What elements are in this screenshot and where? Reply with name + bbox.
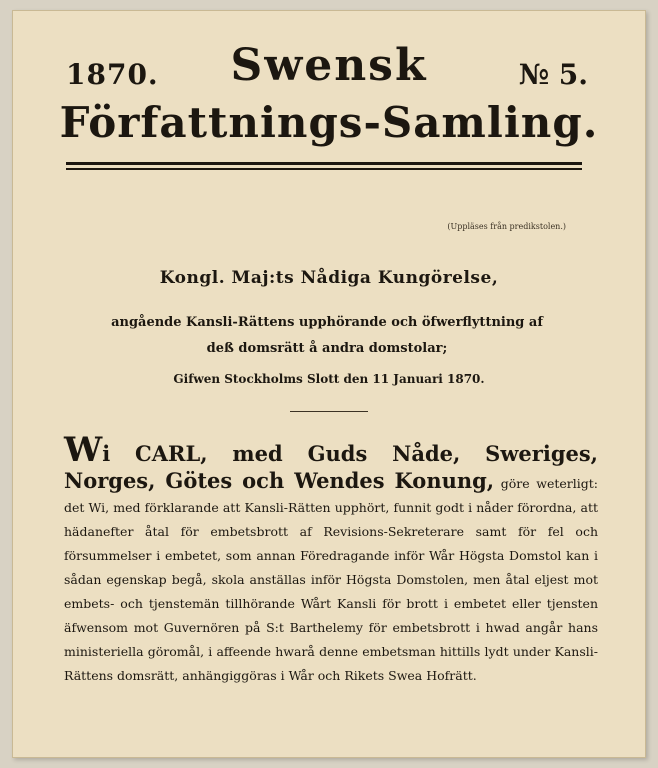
decree-heading: Kongl. Maj:ts Nådiga Kungörelse, bbox=[159, 268, 499, 288]
masthead-title-line1: Swensk bbox=[230, 40, 428, 91]
issue-number: № 5. bbox=[518, 58, 588, 91]
masthead bbox=[12, 10, 646, 180]
reading-note: (Uppläses från predikstolen.) bbox=[447, 222, 566, 231]
document-page bbox=[12, 10, 646, 758]
royal-opener: i CARL, med Guds Nåde, Sweriges, Norges, Götes och Wendes Konung, bbox=[64, 441, 598, 493]
masthead-title-line2: Författnings-Samling. bbox=[59, 98, 599, 147]
given-date-line: Gifwen Stockholms Slott den 11 Januari 1870. bbox=[173, 372, 485, 386]
decree-subheading: angående Kansli-Rättens upphörande och öfwerflyttning af deß domsrätt å andra domstolar; bbox=[111, 315, 543, 356]
section-divider bbox=[290, 411, 368, 412]
body-text: göre weterligt: det Wi, med förklarande att Kansli-Rätten upphört, funnit godt i nåder förordna, att hädanefter åtal för embetsbrott af Revisions-Sekreterare samt för fel och försummelser i embetet, som annan Föredragande inför Wår Högsta Domstol kan i sådan egenskap begå, skola anställas inför Högsta Domstolen, men åtal eljest mot embets- och tjenstemän tillhörande Wårt Kansli för brott i embetet eller tjensten äfwensom mot Guvernören på S:t Barthelemy för embetsbrott i hwad angår hans ministeriella göromål, i affeende hwarå denne embetsman hittills lydt under Kansli-Rättens domsrätt, anhängiggöras i Wår och Rikets Swea Hofrätt. bbox=[64, 476, 598, 683]
decree-body bbox=[64, 430, 598, 688]
drop-cap: W bbox=[64, 430, 103, 470]
masthead-double-rule bbox=[66, 162, 582, 170]
issue-year: 1870. bbox=[66, 58, 159, 91]
